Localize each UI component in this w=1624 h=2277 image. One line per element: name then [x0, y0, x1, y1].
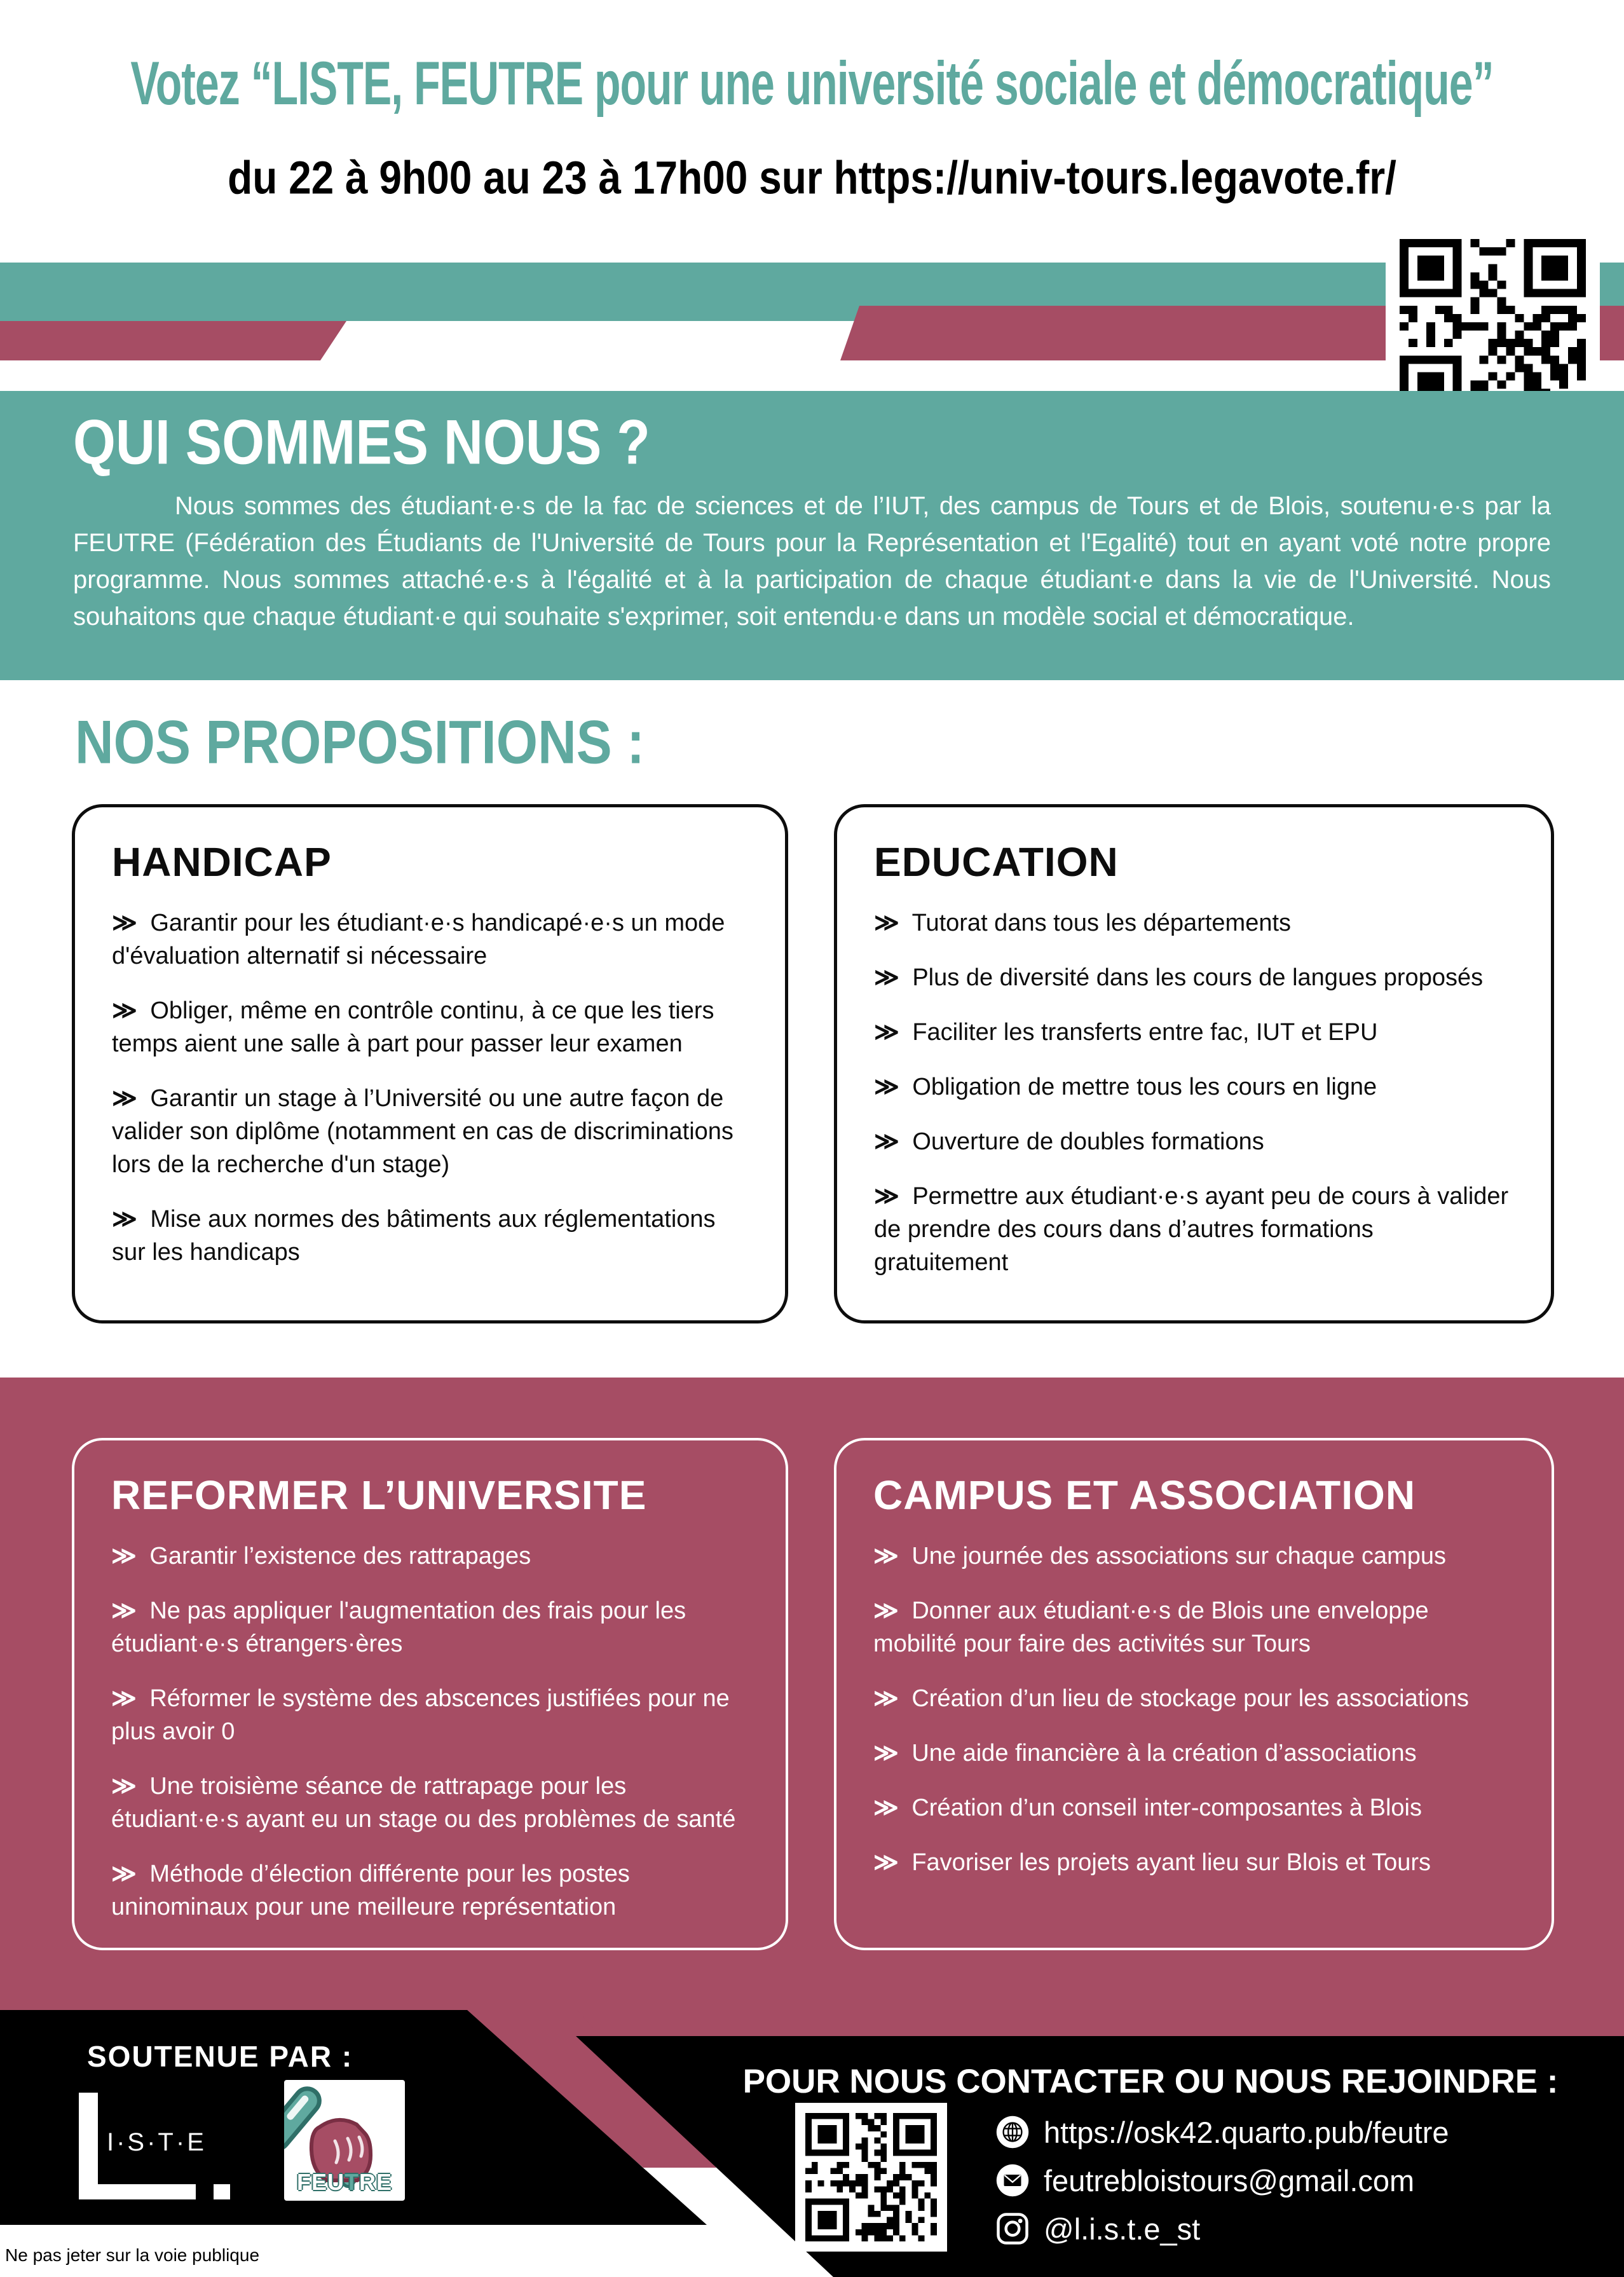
chevron-bullet-icon: ≫	[873, 1849, 899, 1876]
about-paragraph: Nous sommes des étudiant·e·s de la fac de sciences et de l’IUT, des campus de Tours et de Blois, soutenu·e·s par la FEUTRE (Fédération des Étudiants de l'Université de Tours pour la Représentation et l'Egalité) tout en ayant voté notre propre programme. Nous sommes attaché·e·s à l'égalité et à la participation de chaque étudiant·e dans la vie de l'Université. Nous souhaitons que chaque étudiant·e qui souhaite s'exprimer, soit entendu·e dans un modèle social et démocratique.	[73, 492, 1551, 631]
feutre-logo	[284, 2080, 405, 2201]
contact-list	[995, 2108, 1449, 2253]
proposal-item: ≫ Une aide financière à la création d’associations	[873, 1740, 1417, 1767]
proposal-item: ≫ Garantir un stage à l’Université ou une autre façon de valider son diplôme (notamment en cas de discriminations lors de la recherche d'un stage)	[112, 1085, 734, 1178]
chevron-bullet-icon: ≫	[111, 1597, 137, 1624]
chevron-bullet-icon: ≫	[873, 1795, 899, 1821]
email-address: feutrebloistours@gmail.com	[1044, 2163, 1415, 2198]
contact-heading: POUR NOUS CONTACTER OU NOUS REJOINDRE :	[742, 2063, 1559, 2100]
card-reformer-universite	[72, 1438, 788, 1950]
chevron-bullet-icon: ≫	[873, 1685, 899, 1712]
proposal-item: ≫ Obligation de mettre tous les cours en ligne	[874, 1074, 1377, 1100]
card-item-list	[873, 1540, 1515, 1879]
chevron-bullet-icon: ≫	[111, 1861, 137, 1887]
card-campus-association	[834, 1438, 1554, 1950]
chevron-bullet-icon: ≫	[874, 1183, 899, 1210]
proposal-item: ≫ Une journée des associations sur chaque campus	[873, 1543, 1447, 1569]
chevron-bullet-icon: ≫	[112, 1206, 137, 1233]
instagram-icon	[995, 2212, 1030, 2246]
card-title: CAMPUS ET ASSOCIATION	[873, 1472, 1416, 1518]
liste-logo-l-base	[79, 2184, 196, 2199]
globe-icon	[995, 2115, 1030, 2149]
chevron-bullet-icon: ≫	[112, 1085, 137, 1112]
chevron-bullet-icon: ≫	[874, 1074, 899, 1100]
contact-row-instagram	[995, 2205, 1449, 2253]
contact-row-email	[995, 2156, 1449, 2205]
qr-code-contact	[795, 2103, 947, 2252]
liste-logo-l-bar	[79, 2093, 98, 2199]
chevron-bullet-icon: ≫	[873, 1543, 899, 1569]
chevron-bullet-icon: ≫	[874, 964, 899, 991]
chevron-bullet-icon: ≫	[111, 1685, 137, 1712]
proposal-item: ≫ Obliger, même en contrôle continu, à ce que les tiers temps aient une salle à part pour passer leur examen	[112, 997, 714, 1057]
chevron-bullet-icon: ≫	[874, 910, 899, 936]
proposal-item: ≫ Ne pas appliquer l'augmentation des frais pour les étudiant·e·s étrangers·ères	[111, 1597, 686, 1657]
card-item-list	[112, 906, 748, 1269]
chevron-bullet-icon: ≫	[873, 1740, 899, 1767]
proposal-item: ≫ Une troisième séance de rattrapage pour les étudiant·e·s ayant eu un stage ou des problèmes de santé	[111, 1773, 736, 1833]
chevron-bullet-icon: ≫	[874, 1128, 899, 1155]
proposal-item: ≫ Garantir l’existence des rattrapages	[111, 1543, 531, 1569]
liste-logo-letters: I·S·T·E	[107, 2128, 207, 2156]
proposal-item: ≫ Permettre aux étudiant·e·s ayant peu de cours à valider de prendre des cours dans d’autres formations gratuitement	[874, 1183, 1509, 1276]
card-item-list	[111, 1540, 749, 1924]
vote-dates-url: du 22 à 9h00 au 23 à 17h00 sur https://univ-tours.legavote.fr/	[228, 151, 1396, 204]
contact-row-website	[995, 2108, 1449, 2156]
instagram-handle: @l.i.s.t.e_st	[1044, 2212, 1201, 2246]
liste-logo-dot	[214, 2184, 230, 2199]
proposal-item: ≫ Mise aux normes des bâtiments aux réglementations sur les handicaps	[112, 1206, 716, 1266]
card-item-list	[874, 906, 1514, 1279]
proposal-item: ≫ Favoriser les projets ayant lieu sur Blois et Tours	[873, 1849, 1431, 1876]
chevron-bullet-icon: ≫	[111, 1773, 137, 1800]
chevron-bullet-icon: ≫	[874, 1019, 899, 1046]
website-url: https://osk42.quarto.pub/feutre	[1044, 2115, 1449, 2149]
chevron-bullet-icon: ≫	[112, 910, 137, 936]
proposal-item: ≫ Création d’un lieu de stockage pour les associations	[873, 1685, 1469, 1712]
proposal-item: ≫ Donner aux étudiant·e·s de Blois une enveloppe mobilité pour faire des activités sur Tours	[873, 1597, 1429, 1657]
supported-by-label: SOUTENUE PAR :	[87, 2040, 353, 2073]
email-icon	[995, 2163, 1030, 2198]
proposal-item: ≫ Plus de diversité dans les cours de langues proposés	[874, 964, 1484, 991]
propositions-heading: NOS PROPOSITIONS :	[75, 708, 645, 777]
proposal-item: ≫ Méthode d’élection différente pour les postes uninominaux pour une meilleure représentation	[111, 1861, 630, 1920]
card-handicap	[72, 804, 788, 1323]
card-title: REFORMER L’UNIVERSITE	[111, 1472, 647, 1518]
card-education	[834, 804, 1554, 1323]
chevron-bullet-icon: ≫	[873, 1597, 899, 1624]
qui-sommes-nous-section	[0, 391, 1624, 680]
proposal-item: ≫ Création d’un conseil inter-composantes à Blois	[873, 1795, 1422, 1821]
proposal-item: ≫ Faciliter les transferts entre fac, IUT et EPU	[874, 1019, 1378, 1046]
proposal-item: ≫ Tutorat dans tous les départements	[874, 910, 1292, 936]
proposal-item: ≫ Réformer le système des abscences justifiées pour ne plus avoir 0	[111, 1685, 730, 1745]
disclaimer-text: Ne pas jeter sur la voie publique	[5, 2245, 260, 2265]
proposal-item: ≫ Garantir pour les étudiant·e·s handicapé·e·s un mode d'évaluation alternatif si nécessaire	[112, 910, 725, 969]
section-heading: QUI SOMMES NOUS ?	[73, 407, 650, 478]
card-title: EDUCATION	[874, 839, 1119, 885]
proposal-item: ≫ Ouverture de doubles formations	[874, 1128, 1264, 1155]
chevron-bullet-icon: ≫	[111, 1543, 137, 1569]
liste-logo	[79, 2093, 244, 2201]
chevron-bullet-icon: ≫	[112, 997, 137, 1024]
card-title: HANDICAP	[112, 839, 332, 885]
decor-maroon-band-left	[0, 321, 346, 360]
feutre-logo-word: FEUTRE	[296, 2169, 393, 2195]
page-title: Votez “LISTE, FEUTRE pour une université sociale et démocratique”	[130, 49, 1494, 118]
